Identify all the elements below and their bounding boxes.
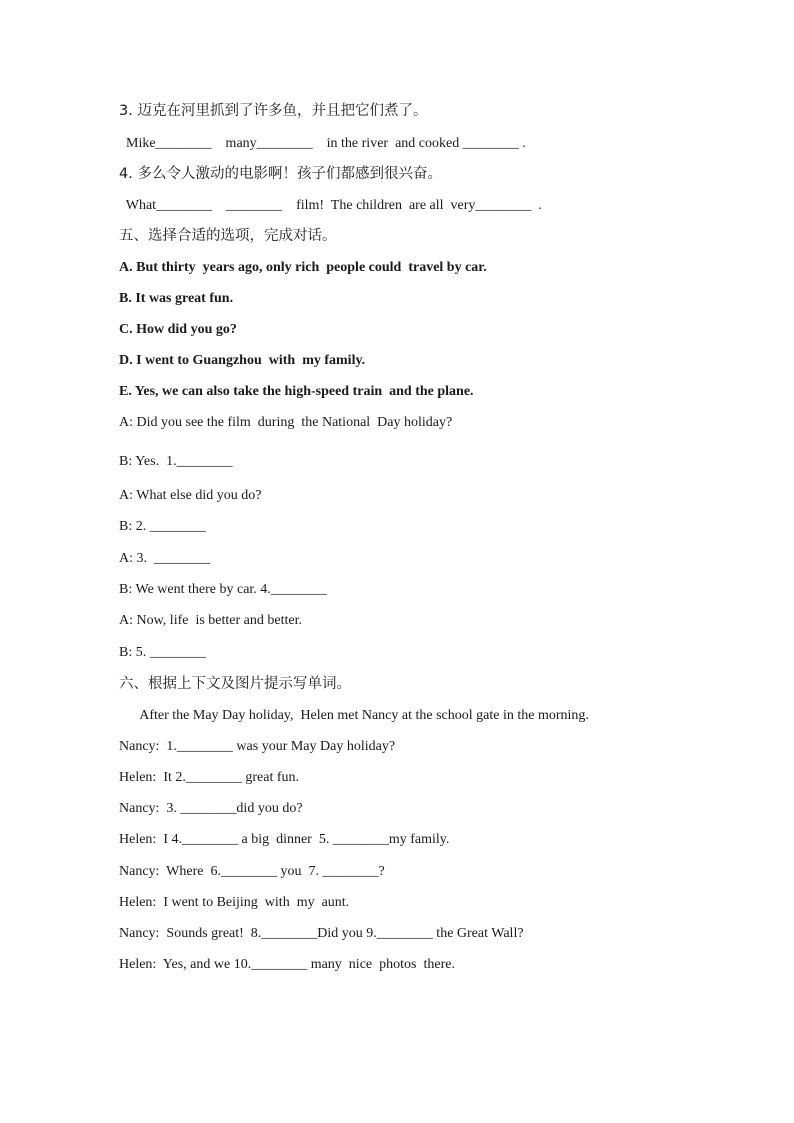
conversation-line: Nancy: Where 6.________ you 7. ________? bbox=[119, 864, 385, 879]
conversation-line: Nancy: 1.________ was your May Day holiday? bbox=[119, 739, 396, 754]
conversation-line: Helen: Yes, and we 10.________ many nice photos there. bbox=[119, 957, 455, 972]
dialogue-line: A: Did you see the film during the National Day holiday? bbox=[119, 415, 453, 430]
dialogue-line: A: What else did you do? bbox=[119, 488, 262, 503]
section-5-heading: 五、选择合适的选项，完成对话。 bbox=[119, 228, 337, 244]
conversation-line: Nancy: 3. ________did you do? bbox=[119, 801, 303, 816]
question-3-chinese: 3. 迈克在河里抓到了许多鱼，并且把它们煮了。 bbox=[119, 103, 428, 119]
conversation-line: Helen: I went to Beijing with my aunt. bbox=[119, 895, 350, 910]
conversation-line: Helen: I 4.________ a big dinner 5. ________my family. bbox=[119, 832, 450, 847]
question-4-chinese: 4. 多么令人激动的电影啊！孩子们都感到很兴奋。 bbox=[119, 166, 442, 182]
dialogue-line: B: 5. ________ bbox=[119, 645, 206, 660]
option-e: E. Yes, we can also take the high-speed train and the plane. bbox=[119, 384, 474, 399]
question-3-english: Mike________ many________ in the river and cooked ________ . bbox=[119, 136, 526, 151]
dialogue-line: B: We went there by car. 4.________ bbox=[119, 582, 327, 597]
question-4-english: What________ ________ film! The children are all very________ . bbox=[119, 198, 542, 213]
option-d: D. I went to Guangzhou with my family. bbox=[119, 353, 366, 368]
option-b: B. It was great fun. bbox=[119, 291, 234, 306]
dialogue-line: A: Now, life is better and better. bbox=[119, 613, 302, 628]
conversation-line: Helen: It 2.________ great fun. bbox=[119, 770, 300, 785]
section-6-heading: 六、根据上下文及图片提示写单词。 bbox=[119, 676, 351, 692]
dialogue-line: B: Yes. 1.________ bbox=[119, 454, 233, 469]
section-6-intro: After the May Day holiday, Helen met Nancy at the school gate in the morning. bbox=[119, 708, 589, 723]
option-a: A. But thirty years ago, only rich people could travel by car. bbox=[119, 260, 487, 275]
dialogue-line: A: 3. ________ bbox=[119, 551, 210, 566]
option-c: C. How did you go? bbox=[119, 322, 237, 337]
conversation-line: Nancy: Sounds great! 8.________Did you 9.________ the Great Wall? bbox=[119, 926, 524, 941]
dialogue-line: B: 2. ________ bbox=[119, 519, 206, 534]
